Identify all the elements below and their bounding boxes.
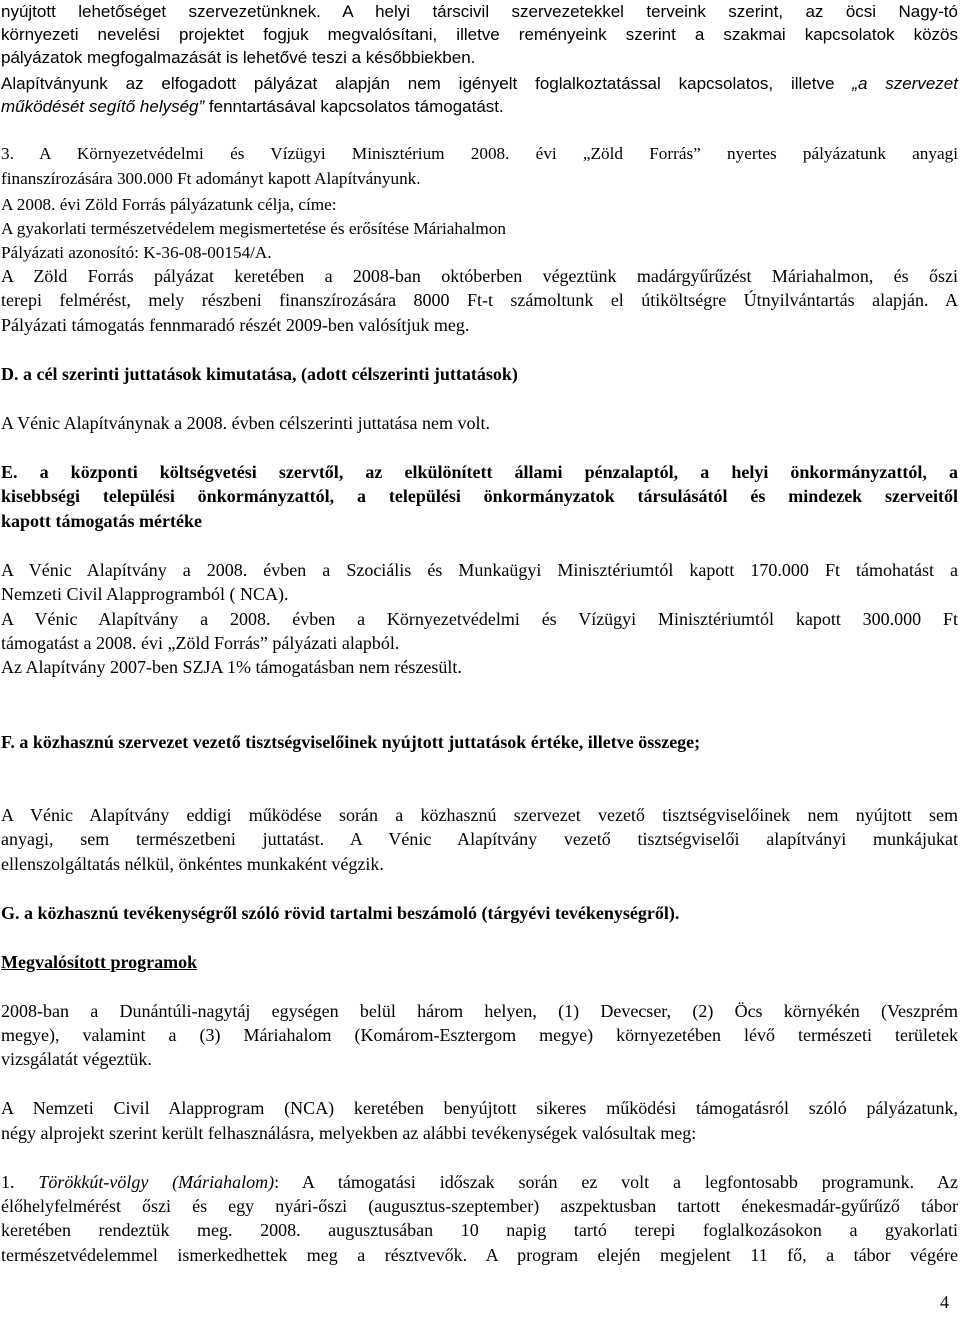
section-e-heading: E. a központi költségvetési szervtől, az elkülönített állami pénzalaptól, a helyi önkormányzattól, a [1, 462, 958, 482]
text-line: Alapítványunk az elfogadott pályázat alapján nem igényelt foglalkoztatással kapcsolatos, illetve „a szervezet [1, 74, 958, 93]
text-line: A Vénic Alapítvány a 2008. évben a Környezetvédelmi és Vízügyi Minisztériumtól kapott 300.000 Ft [1, 609, 958, 629]
text-line: keretében rendeztük meg. 2008. augusztusában 10 napig tartó terepi foglalkozásokon a gyakorlati [1, 1220, 958, 1240]
text-line: támogatást a 2008. évi „Zöld Forrás” pályázati alapból. [1, 633, 400, 653]
text-line: ellenszolgáltatás nélkül, önkéntes munkaként végzik. [1, 854, 384, 874]
text-line: A 2008. évi Zöld Forrás pályázatunk célja, címe: [1, 195, 337, 214]
section-f-heading: F. a közhasznú szervezet vezető tisztségviselőinek nyújtott juttatások értéke, illetve összege; [1, 732, 701, 752]
text-line: megye), valamint a (3) Máriahalom (Komárom-Esztergom megye) környezetében lévő természeti területek [1, 1025, 958, 1045]
text-line: 2008-ban a Dunántúli-nagytáj egységen belül három helyen, (1) Devecser, (2) Öcs környékén (Veszprém [1, 1001, 958, 1021]
text-line: környezeti nevelési projektet fogjuk megvalósítani, illetve reményeink szerint a szakmai kapcsolatok közös [1, 25, 958, 44]
text-line: Nemzeti Civil Alapprogramból ( NCA). [1, 584, 289, 604]
section-e-heading: kisebbségi települési önkormányzattól, a települési önkormányzatok társulásától és mindezek szerveitől [1, 486, 958, 506]
text-line: Pályázati azonosító: K-36-08-00154/A. [1, 243, 272, 262]
text-line: A Zöld Forrás pályázat keretében a 2008-ban októberben végeztünk madárgyűrűzést Máriahalmon, és őszi [1, 266, 958, 286]
text-line: Az Alapítvány 2007-ben SZJA 1% támogatásban nem részesült. [1, 657, 462, 677]
text-line: pályázatok megfogalmazását is lehetővé teszi a későbbiekben. [1, 48, 476, 67]
subheading: Megvalósított programok [1, 952, 198, 972]
section-g-heading: G. a közhasznú tevékenységről szóló rövid tartalmi beszámoló (tárgyévi tevékenységről). [1, 903, 680, 923]
text-line: vizsgálatát végeztük. [1, 1049, 152, 1069]
text-line: 1. Törökkút-völgy (Máriahalom): A támogatási időszak során ez volt a legfontosabb programunk. Az [1, 1172, 959, 1192]
text-line: finanszírozására 300.000 Ft adományt kapott Alapítványunk. [1, 169, 421, 188]
text-line: 3. A Környezetvédelmi és Vízügyi Minisztérium 2008. évi „Zöld Forrás” nyertes pályázatunk anyagi [1, 144, 958, 163]
text-line: anyagi, sem természetbeni juttatást. A Vénic Alapítvány vezető tisztségviselői alapítványi munkájukat [1, 829, 958, 849]
text-line: természetvédelemmel ismerkedhettek meg a résztvevők. A program elején megjelent 11 fő, a tábor végére [1, 1245, 958, 1265]
text-line: A gyakorlati természetvédelem megismertetése és erősítése Máriahalmon [1, 219, 506, 238]
text-line: négy alprojekt szerint került felhasználásra, melyekben az alábbi tevékenységek valósultak meg: [1, 1123, 697, 1143]
page-number: 4 [940, 1292, 949, 1312]
text-line: A Vénic Alapítványnak a 2008. évben célszerinti juttatása nem volt. [1, 413, 491, 433]
text-line: Pályázati támogatás fennmaradó részét 2009-ben valósítjuk meg. [1, 315, 470, 335]
section-e-heading: kapott támogatás mértéke [1, 511, 202, 531]
text-line: működését segítő helység” fenntartásával kapcsolatos támogatást. [1, 97, 504, 116]
section-d-heading: D. a cél szerinti juttatások kimutatása, (adott célszerinti juttatások) [1, 364, 518, 384]
text-line: A Vénic Alapítvány a 2008. évben a Szociális és Munkaügyi Minisztériumtól kapott 170.000 Ft támohatást a [1, 560, 958, 580]
text-line: A Nemzeti Civil Alapprogram (NCA) keretében benyújtott sikeres működési támogatásról szóló pályázatunk, [1, 1098, 958, 1118]
text-line: nyújtott lehetőséget szervezetünknek. A helyi társcivil szervezetekkel terveink szerint, az öcsi Nagy-tó [1, 2, 958, 21]
text-line: terepi felmérést, mely részbeni finanszírozására 8000 Ft-t számoltunk el útiköltségre Útnyilvántartás alapján. A [1, 290, 958, 310]
text-line: A Vénic Alapítvány eddigi működése során a közhasznú szervezet vezető tisztségviselőinek nem nyújtott sem [1, 805, 958, 825]
text-line: élőhelyfelmérést őszi és egy nyári-őszi (augusztus-szeptember) aszpektusban tartott énekesmadár-gyűrűző tábor [1, 1196, 958, 1216]
